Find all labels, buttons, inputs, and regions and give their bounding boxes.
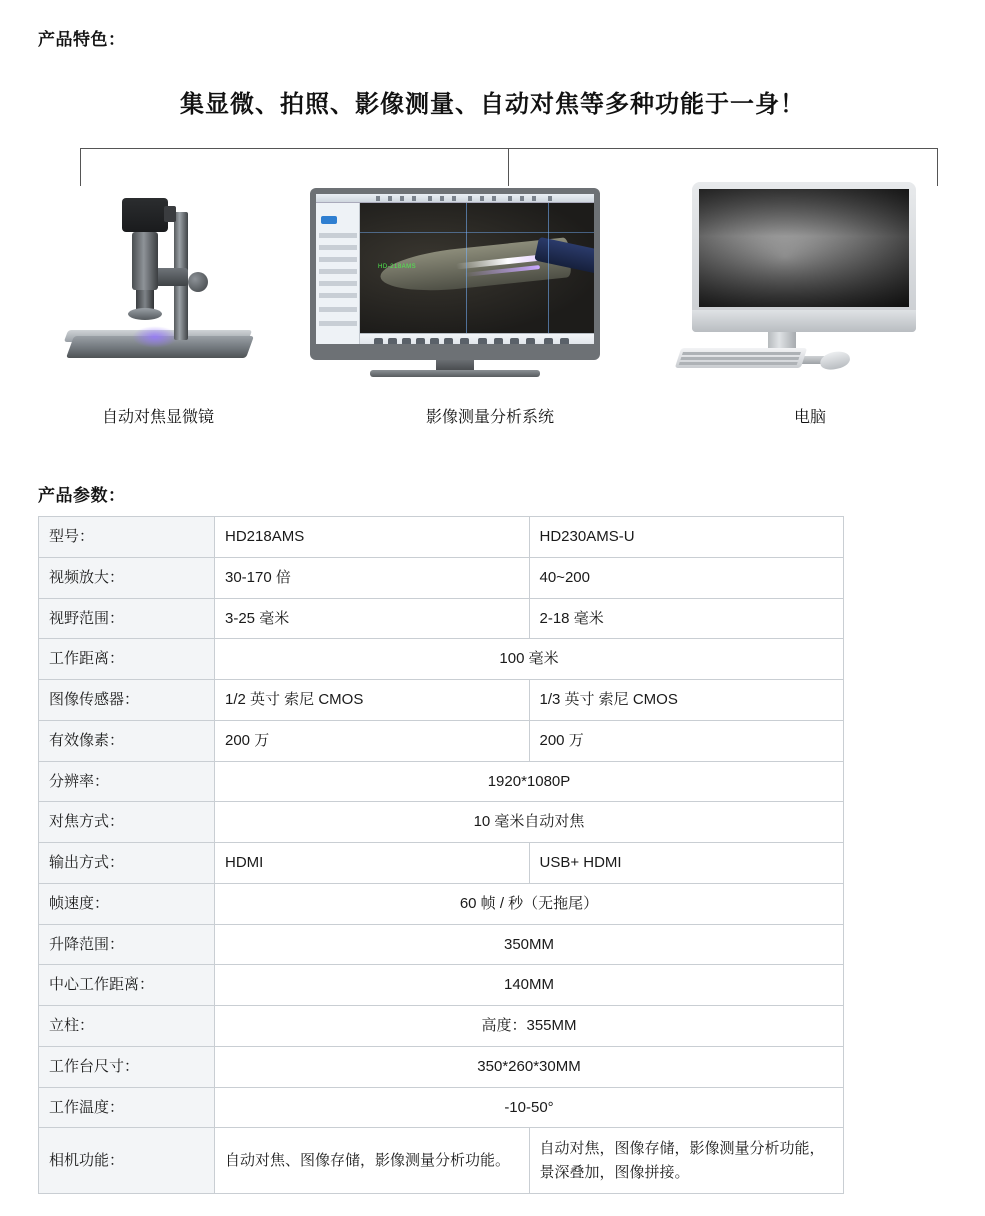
table-row — [39, 843, 844, 884]
bracket-horizontal-line — [80, 148, 938, 149]
crosshair-vertical-2 — [548, 203, 549, 333]
computer-chin — [692, 310, 916, 332]
spec-label-cell: 工作温度： — [39, 1087, 215, 1128]
table-row — [39, 924, 844, 965]
spec-label-cell: 型号： — [39, 517, 215, 558]
crosshair-vertical-1 — [466, 203, 467, 333]
spec-label-cell: 视野范围： — [39, 598, 215, 639]
computer-illustration — [670, 182, 960, 392]
table-row — [39, 639, 844, 680]
table-row — [39, 802, 844, 843]
mouse — [819, 349, 852, 372]
screen-vignette — [699, 189, 909, 307]
spec-label-cell: 工作距离： — [39, 639, 215, 680]
spec-value-cell-merged: 高度：355MM — [215, 1006, 844, 1047]
crosshair-horizontal — [360, 232, 594, 233]
computer-image — [660, 178, 960, 388]
spec-value-cell: 40~200 — [529, 557, 844, 598]
spec-value-cell-merged: -10-50° — [215, 1087, 844, 1128]
headline-text: 集显微、拍照、影像测量、自动对焦等多种功能于一身！ — [180, 91, 805, 118]
spec-label-cell: 升降范围： — [39, 924, 215, 965]
table-row — [39, 1006, 844, 1047]
spec-value-cell-merged: 350MM — [215, 924, 844, 965]
table-row — [39, 883, 844, 924]
spec-value-cell: 2-18 毫米 — [529, 598, 844, 639]
caption-computer: 电脑 — [793, 409, 826, 426]
microscope-light-glow — [132, 326, 178, 348]
spec-label-cell: 分辨率： — [39, 761, 215, 802]
keyboard — [675, 348, 807, 368]
features-section-label: 产品特色： — [38, 30, 126, 49]
software-top-toolbar[interactable] — [316, 194, 594, 203]
table-row — [39, 761, 844, 802]
spec-value-cell: 3-25 毫米 — [215, 598, 530, 639]
spec-label-cell: 输出方式： — [39, 843, 215, 884]
specification-table — [38, 516, 844, 1194]
software-side-panel[interactable] — [316, 203, 360, 344]
spec-value-cell: HDMI — [215, 843, 530, 884]
caption-measurement-system: 影像测量分析系统 — [425, 409, 554, 426]
table-row — [39, 517, 844, 558]
table-row — [39, 1087, 844, 1128]
spec-label-cell: 立柱： — [39, 1006, 215, 1047]
spec-label-cell: 视频放大： — [39, 557, 215, 598]
spec-value-cell: USB+ HDMI — [529, 843, 844, 884]
software-bottom-toolbar[interactable] — [360, 333, 594, 344]
microscope-image — [28, 178, 288, 388]
computer-screen — [699, 189, 909, 307]
microscope-tube — [132, 232, 158, 290]
microscope-light-ring — [128, 308, 162, 320]
microscope-focus-knob — [188, 272, 208, 292]
spec-label-cell: 图像传感器： — [39, 680, 215, 721]
monitor-bezel — [310, 188, 600, 360]
spec-label-cell: 相机功能： — [39, 1128, 215, 1194]
spec-value-cell-merged: 10 毫米自动对焦 — [215, 802, 844, 843]
spec-value-cell: 200 万 — [529, 720, 844, 761]
spec-value-cell: 1/2 英寸 索尼 CMOS — [215, 680, 530, 721]
microscope-camera-body — [122, 198, 168, 232]
spec-value-cell: 30-170 倍 — [215, 557, 530, 598]
spec-label-cell: 对焦方式： — [39, 802, 215, 843]
spec-value-cell-merged: 60 帧 / 秒（无拖尾） — [215, 883, 844, 924]
spec-value-cell: HD218AMS — [215, 517, 530, 558]
table-row — [39, 720, 844, 761]
monitor-stand-foot — [370, 370, 540, 377]
spec-label-cell: 中心工作距离： — [39, 965, 215, 1006]
spec-value-cell: 自动对焦，图像存储，影像测量分析功能，景深叠加，图像拼接。 — [529, 1128, 844, 1194]
all-in-one-computer — [692, 182, 916, 332]
caption-microscope: 自动对焦显微镜 — [101, 409, 214, 426]
table-row — [39, 680, 844, 721]
product-image-row — [0, 178, 985, 428]
table-row — [39, 965, 844, 1006]
spec-value-cell: HD230AMS-U — [529, 517, 844, 558]
microscope-camera-lens — [164, 206, 176, 222]
measurement-overlay-text: HD-218AMS — [378, 264, 417, 270]
table-row — [39, 1046, 844, 1087]
spec-value-cell-merged: 350*260*30MM — [215, 1046, 844, 1087]
monitor-illustration — [310, 188, 670, 388]
spec-value-cell-merged: 1920*1080P — [215, 761, 844, 802]
spec-value-cell: 1/3 英寸 索尼 CMOS — [529, 680, 844, 721]
table-row — [39, 557, 844, 598]
table-row — [39, 598, 844, 639]
spec-value-cell-merged: 100 毫米 — [215, 639, 844, 680]
monitor-screen — [316, 194, 594, 344]
spec-value-cell-merged: 140MM — [215, 965, 844, 1006]
spec-label-cell: 工作台尺寸： — [39, 1046, 215, 1087]
side-panel-button[interactable] — [321, 216, 337, 224]
spec-label-cell: 有效像素： — [39, 720, 215, 761]
spec-value-cell: 自动对焦、图像存储，影像测量分析功能。 — [215, 1128, 530, 1194]
parameters-section-label: 产品参数： — [38, 486, 126, 505]
spec-value-cell: 200 万 — [215, 720, 530, 761]
monitor-stand-neck — [436, 360, 474, 370]
measurement-system-image — [300, 178, 680, 388]
spec-label-cell: 帧速度： — [39, 883, 215, 924]
microscope-illustration — [48, 186, 268, 386]
table-row — [39, 1128, 844, 1194]
